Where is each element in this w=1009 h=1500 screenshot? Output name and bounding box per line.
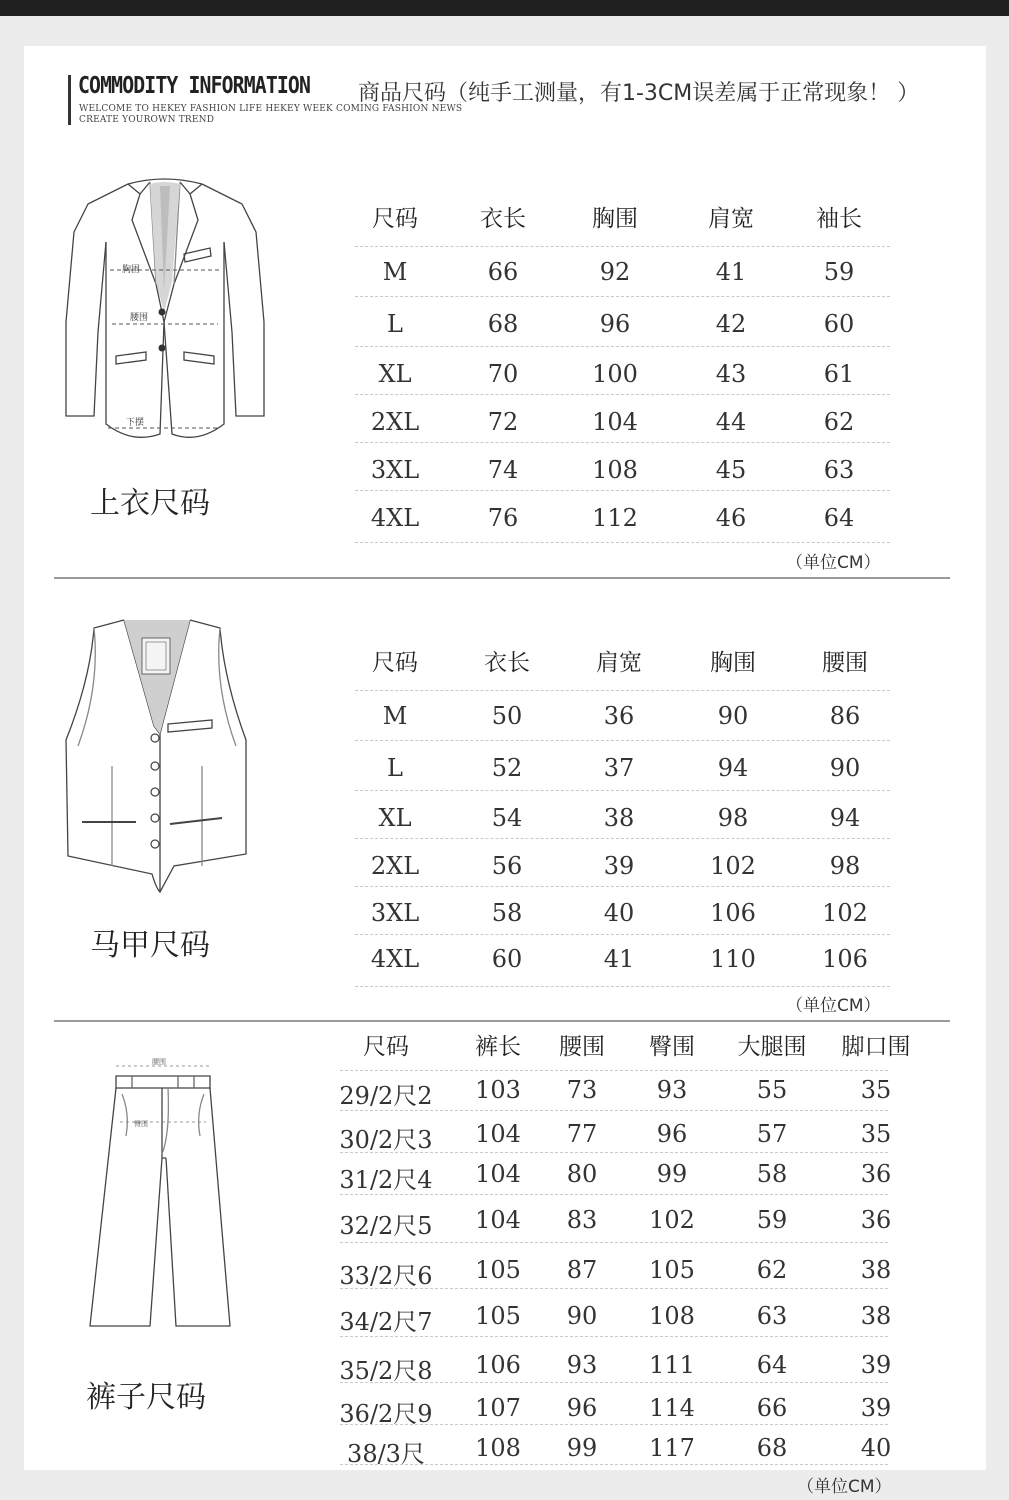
pants-table-cell: 58 (756, 1160, 788, 1188)
jacket-waist-label: 腰围 (130, 313, 149, 323)
pants-table-cell: 39 (860, 1394, 892, 1422)
pants-table-cell: 104 (475, 1206, 521, 1234)
pants-table-cell: 102 (649, 1206, 695, 1234)
pants-table-cell: 64 (756, 1351, 788, 1379)
pants-table-cell: 90 (566, 1302, 598, 1330)
pants-table-cell: 96 (656, 1120, 688, 1148)
pants-table-cell: 33/2尺6 (339, 1262, 433, 1290)
jacket-table-cell: 43 (715, 360, 747, 388)
pants-table-row-divider (340, 1194, 888, 1196)
jacket-table-cell: 66 (487, 258, 519, 286)
jacket-table-cell: 41 (715, 258, 747, 286)
jacket-table-cell: 68 (487, 310, 519, 338)
pants-header-divider (340, 1070, 888, 1072)
pants-table-cell: 38/3尺 (347, 1440, 425, 1468)
pants-table-cell: 99 (656, 1160, 688, 1188)
pants-table-cell: 35 (860, 1120, 892, 1148)
vest-table-cell: 102 (710, 852, 756, 880)
pants-table-cell: 108 (475, 1434, 521, 1462)
vest-table-cell: XL (378, 804, 412, 832)
jacket-table-row-divider (355, 442, 890, 444)
vest-table-cell: 98 (829, 852, 861, 880)
jacket-hem-label: 下摆 (126, 418, 145, 428)
pants-table-cell: 38 (860, 1256, 892, 1284)
pants-table-cell: 66 (756, 1394, 788, 1422)
vest-unit-note: （单位CM） (786, 996, 881, 1016)
jacket-table-cell: 112 (592, 504, 638, 532)
vest-table-cell: 38 (603, 804, 635, 832)
vest-table-row-divider (355, 986, 890, 988)
jacket-table-row-divider (355, 346, 890, 348)
header-title-cn: 商品尺码（纯手工测量，有1-3CM误差属于正常现象！ ） (358, 81, 920, 106)
vest-table-row-divider (355, 838, 890, 840)
pants-table-cell: 105 (649, 1256, 695, 1284)
jacket-table-cell: 64 (823, 504, 855, 532)
jacket-table-cell: 63 (823, 456, 855, 484)
pants-table-row-divider (340, 1382, 888, 1384)
pants-hip-label: 臀围 (134, 1120, 148, 1128)
jacket-header-divider (355, 246, 890, 248)
pants-table-cell: 73 (566, 1076, 598, 1104)
pants-table-cell: 59 (756, 1206, 788, 1234)
vest-table-cell: 110 (710, 945, 756, 973)
top-bar (0, 0, 1009, 16)
jacket-table-cell: L (387, 310, 403, 338)
jacket-table-cell: 59 (823, 258, 855, 286)
jacket-table-cell: 46 (715, 504, 747, 532)
pants-table-cell: 105 (475, 1256, 521, 1284)
vest-table-cell: 40 (603, 899, 635, 927)
pants-table-cell: 103 (475, 1076, 521, 1104)
pants-table-cell: 83 (566, 1206, 598, 1234)
pants-table-row-divider (340, 1288, 888, 1290)
vest-table-cell: M (382, 702, 408, 730)
pants-table-cell: 93 (656, 1076, 688, 1104)
pants-illustration (82, 1054, 242, 1334)
pants-col-header: 大腿围 (737, 1034, 807, 1060)
pants-table-cell: 117 (649, 1434, 695, 1462)
pants-table-cell: 36/2尺9 (339, 1400, 433, 1428)
vest-table-cell: 4XL (370, 945, 420, 973)
jacket-col-header: 衣长 (480, 206, 526, 232)
pants-table-cell: 36 (860, 1206, 892, 1234)
vest-table-cell: 3XL (370, 899, 420, 927)
vest-col-header: 衣长 (484, 650, 530, 676)
pants-table-cell: 31/2尺4 (339, 1166, 433, 1194)
pants-table-cell: 40 (860, 1434, 892, 1462)
pants-table-cell: 87 (566, 1256, 598, 1284)
jacket-unit-note: （单位CM） (786, 553, 881, 573)
header-subtitle-line1: WELCOME TO HEKEY FASHION LIFE HEKEY WEEK COMING FASHION NEWS (79, 104, 463, 114)
vest-table-cell: 2XL (370, 852, 420, 880)
vest-table-cell: 52 (491, 754, 523, 782)
vest-col-header: 腰围 (822, 650, 868, 676)
pants-table-cell: 96 (566, 1394, 598, 1422)
jacket-table-cell: 4XL (370, 504, 420, 532)
header-accent-line (68, 75, 71, 125)
section-divider-2 (54, 1020, 950, 1022)
pants-table-cell: 107 (475, 1394, 521, 1422)
pants-table-cell: 29/2尺2 (339, 1082, 433, 1110)
vest-table-cell: 50 (491, 702, 523, 730)
pants-table-cell: 80 (566, 1160, 598, 1188)
pants-col-header: 臀围 (649, 1034, 695, 1060)
jacket-table-cell: 92 (599, 258, 631, 286)
pants-table-cell: 57 (756, 1120, 788, 1148)
jacket-table-cell: 3XL (370, 456, 420, 484)
pants-col-header: 裤长 (475, 1034, 521, 1060)
jacket-table-row-divider (355, 394, 890, 396)
vest-header-divider (355, 690, 890, 692)
vest-table-cell: L (387, 754, 403, 782)
vest-table-row-divider (355, 740, 890, 742)
jacket-table-cell: 42 (715, 310, 747, 338)
vest-table-cell: 37 (603, 754, 635, 782)
pants-table-cell: 106 (475, 1351, 521, 1379)
vest-table-cell: 60 (491, 945, 523, 973)
pants-table-cell: 36 (860, 1160, 892, 1188)
jacket-table-cell: 60 (823, 310, 855, 338)
pants-unit-note: （单位CM） (797, 1477, 892, 1497)
jacket-table-row-divider (355, 490, 890, 492)
vest-table-cell: 106 (710, 899, 756, 927)
vest-col-header: 尺码 (372, 650, 418, 676)
vest-table-cell: 39 (603, 852, 635, 880)
pants-table-row-divider (340, 1464, 888, 1466)
jacket-table-cell: 76 (487, 504, 519, 532)
pants-col-header: 腰围 (559, 1034, 605, 1060)
jacket-table-cell: M (382, 258, 408, 286)
pants-table-cell: 114 (649, 1394, 695, 1422)
pants-table-cell: 111 (649, 1351, 695, 1379)
vest-table-cell: 94 (829, 804, 861, 832)
pants-table-cell: 30/2尺3 (339, 1126, 433, 1154)
jacket-table-cell: 108 (592, 456, 638, 484)
section-divider-1 (54, 577, 950, 579)
pants-table-row-divider (340, 1152, 888, 1154)
pants-table-cell: 63 (756, 1302, 788, 1330)
jacket-table-cell: XL (378, 360, 412, 388)
jacket-table-cell: 44 (715, 408, 747, 436)
jacket-table-cell: 45 (715, 456, 747, 484)
vest-table-cell: 54 (491, 804, 523, 832)
vest-table-cell: 94 (717, 754, 749, 782)
pants-table-row-divider (340, 1110, 888, 1112)
header-subtitle-line2: CREATE YOUROWN TREND (79, 115, 215, 125)
jacket-col-header: 肩宽 (708, 206, 754, 232)
vest-col-header: 胸围 (710, 650, 756, 676)
vest-table-cell: 102 (822, 899, 868, 927)
jacket-table-cell: 2XL (370, 408, 420, 436)
jacket-table-cell: 74 (487, 456, 519, 484)
pants-table-cell: 105 (475, 1302, 521, 1330)
pants-table-cell: 77 (566, 1120, 598, 1148)
jacket-section-label: 上衣尺码 (90, 486, 210, 521)
vest-table-row-divider (355, 790, 890, 792)
vest-table-row-divider (355, 934, 890, 936)
pants-table-cell: 104 (475, 1160, 521, 1188)
jacket-table-cell: 72 (487, 408, 519, 436)
vest-table-cell: 90 (829, 754, 861, 782)
jacket-table-cell: 104 (592, 408, 638, 436)
pants-table-cell: 55 (756, 1076, 788, 1104)
pants-table-cell: 68 (756, 1434, 788, 1462)
pants-table-cell: 39 (860, 1351, 892, 1379)
pants-table-cell: 104 (475, 1120, 521, 1148)
vest-table-cell: 36 (603, 702, 635, 730)
pants-table-row-divider (340, 1424, 888, 1426)
vest-table-row-divider (355, 886, 890, 888)
jacket-table-cell: 70 (487, 360, 519, 388)
pants-col-header: 尺码 (363, 1034, 409, 1060)
vest-table-cell: 90 (717, 702, 749, 730)
pants-table-row-divider (340, 1336, 888, 1338)
pants-table-cell: 35 (860, 1076, 892, 1104)
pants-table-cell: 93 (566, 1351, 598, 1379)
jacket-table-cell: 96 (599, 310, 631, 338)
jacket-chest-label: 胸围 (122, 265, 141, 275)
pants-col-header: 脚口围 (841, 1034, 911, 1060)
pants-table-cell: 35/2尺8 (339, 1357, 433, 1385)
jacket-col-header: 胸围 (592, 206, 638, 232)
pants-table-cell: 38 (860, 1302, 892, 1330)
jacket-table-row-divider (355, 296, 890, 298)
vest-table-cell: 86 (829, 702, 861, 730)
vest-table-cell: 56 (491, 852, 523, 880)
jacket-table-cell: 100 (592, 360, 638, 388)
pants-table-row-divider (340, 1242, 888, 1244)
vest-illustration (62, 616, 252, 898)
pants-table-cell: 62 (756, 1256, 788, 1284)
header-title-en: COMMODITY INFORMATION (78, 73, 311, 99)
pants-table-cell: 32/2尺5 (339, 1212, 433, 1240)
pants-table-cell: 34/2尺7 (339, 1308, 433, 1336)
pants-section-label: 裤子尺码 (86, 1380, 206, 1415)
pants-table-cell: 99 (566, 1434, 598, 1462)
jacket-col-header: 袖长 (816, 206, 862, 232)
pants-waist-label: 腰围 (152, 1058, 166, 1066)
vest-table-cell: 98 (717, 804, 749, 832)
pants-table-cell: 108 (649, 1302, 695, 1330)
jacket-illustration (60, 172, 270, 454)
jacket-table-cell: 62 (823, 408, 855, 436)
vest-section-label: 马甲尺码 (90, 928, 210, 963)
vest-col-header: 肩宽 (596, 650, 642, 676)
jacket-table-row-divider (355, 542, 890, 544)
vest-table-cell: 41 (603, 945, 635, 973)
jacket-col-header: 尺码 (372, 206, 418, 232)
jacket-table-cell: 61 (823, 360, 855, 388)
vest-table-cell: 58 (491, 899, 523, 927)
vest-table-cell: 106 (822, 945, 868, 973)
